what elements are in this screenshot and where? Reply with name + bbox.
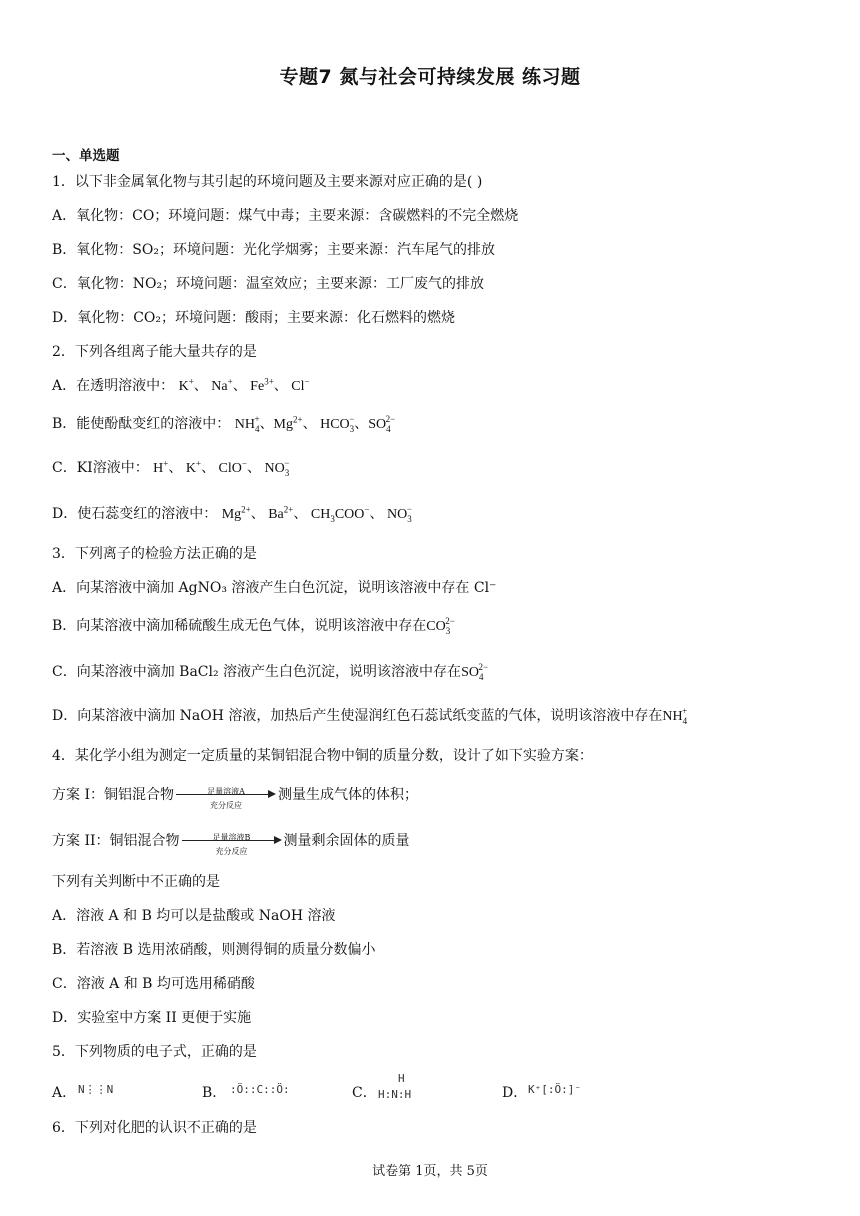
q2-option-b	[52, 414, 395, 435]
q5-option-c-label: C．	[352, 1085, 377, 1101]
q1-option-d: D．氧化物：CO₂；环境问题：酸雨；主要来源：化石燃料的燃烧	[52, 310, 456, 326]
q5-option-a-label: A．	[52, 1085, 77, 1101]
q2-option-d-label: D．使石蕊变红的溶液中：	[52, 506, 218, 522]
q4-plan-2	[52, 830, 410, 856]
q2-option-b-ions: $NH_4^+$、$Mg^{2+}$、 $HCO_3^-$、$SO_4^{2-}$	[234, 414, 396, 434]
section-heading: 一、单选题	[52, 148, 120, 164]
page-title: 专题7 氮与社会可持续发展 练习题	[279, 66, 581, 88]
q2-stem: 2．下列各组离子能大量共存的是	[52, 344, 257, 360]
q4-option-d: D．实验室中方案 II 更便于实施	[52, 1010, 252, 1026]
q3-option-c-label: C．向某溶液中滴加 BaCl₂ 溶液产生白色沉淀，说明该溶液中存在	[52, 664, 462, 680]
q3-option-d	[52, 706, 687, 727]
arrow-shaft-icon	[182, 840, 276, 841]
q4-option-a: A．溶液 A 和 B 均可以是盐酸或 NaOH 溶液	[52, 908, 336, 924]
q1-option-a: A．氧化物：CO；环境问题：煤气中毒；主要来源：含碳燃料的不完全燃烧	[52, 208, 519, 224]
q5-stem: 5．下列物质的电子式，正确的是	[52, 1044, 257, 1060]
q5-option-c-formula: H:N:H	[378, 1088, 412, 1101]
reaction-arrow-1-top: 足量溶液A	[207, 787, 245, 796]
q4-plan-1-prefix: 方案 I：铜铝混合物	[52, 787, 174, 803]
q5-option-c-top: H	[398, 1072, 405, 1085]
q2-option-d	[52, 504, 412, 525]
q5-option-d-formula: K⁺[:Ö:]⁻	[528, 1083, 581, 1096]
reaction-arrow-1	[176, 784, 276, 810]
q2-option-a-label: A．在透明溶液中：	[52, 378, 175, 394]
q3-option-d-label: D．向某溶液中滴加 NaOH 溶液，加热后产生使湿润红色石蕊试纸变蓝的气体，说明该溶液中存在	[52, 708, 663, 724]
q2-option-b-label: B．能使酚酞变红的溶液中：	[52, 416, 231, 432]
q2-option-c	[52, 458, 289, 479]
q4-plan-1-suffix: 测量生成气体的体积；	[277, 787, 418, 803]
q3-option-d-ion: $NH_4^+$	[662, 706, 688, 726]
q3-option-b-ion: $CO_3^{2-}$	[426, 616, 455, 636]
arrow-shaft-icon	[176, 794, 270, 795]
q5-option-b-label: B．	[202, 1085, 227, 1101]
q4-plan-2-prefix: 方案 II：铜铝混合物	[52, 833, 180, 849]
reaction-arrow-2-top: 足量溶液B	[212, 833, 251, 842]
q4-lead: 下列有关判断中不正确的是	[52, 874, 220, 890]
q5-option-a-formula: N⋮⋮N	[78, 1083, 114, 1096]
q4-plan-1	[52, 784, 418, 810]
q2-option-a	[52, 376, 310, 397]
q5-option-d-label: D．	[502, 1085, 528, 1101]
q2-option-a-ions: K+、 Na+、 $Fe^{3+}$、 Cl−	[178, 376, 310, 394]
page-footer: 试卷第 1页，共 5页	[372, 1164, 488, 1179]
q4-option-b: B．若溶液 B 选用浓硝酸，则测得铜的质量分数偏小	[52, 942, 376, 958]
q1-option-c: C．氧化物：NO₂；环境问题：温室效应；主要来源：工厂废气的排放	[52, 276, 485, 292]
q5-options	[52, 1074, 752, 1114]
q2-option-c-ions: H+、 K+、 ClO−、 $NO_3^-$	[153, 458, 290, 478]
q2-option-d-ions: $Mg^{2+}$、 $Ba^{2+}$、 $CH_3COO^-$、 $NO_3^-$	[221, 504, 412, 524]
q3-option-c-ion: $SO_4^{2-}$	[461, 662, 489, 682]
q3-option-b	[52, 616, 455, 637]
q1-stem: 1．以下非金属氧化物与其引起的环境问题及主要来源对应正确的是( )	[52, 174, 483, 190]
q3-stem: 3．下列离子的检验方法正确的是	[52, 546, 257, 562]
reaction-arrow-1-bottom: 充分反应	[209, 801, 242, 810]
q3-option-b-label: B．向某溶液中滴加稀硫酸生成无色气体，说明该溶液中存在	[52, 618, 427, 634]
reaction-arrow-2	[182, 830, 282, 856]
q4-option-c: C．溶液 A 和 B 均可选用稀硝酸	[52, 976, 255, 992]
q3-option-a: A．向某溶液中滴加 AgNO₃ 溶液产生白色沉淀，说明该溶液中存在 Cl⁻	[52, 580, 497, 596]
q3-option-c	[52, 662, 488, 683]
q5-option-b-formula: :Ö::C::Ö:	[230, 1083, 290, 1096]
q2-option-c-label: C．KI溶液中：	[52, 460, 149, 476]
q6-stem: 6．下列对化肥的认识不正确的是	[52, 1120, 257, 1136]
q1-option-b: B．氧化物：SO₂；环境问题：光化学烟雾；主要来源：汽车尾气的排放	[52, 242, 495, 258]
q4-plan-2-suffix: 测量剩余固体的质量	[283, 833, 410, 849]
q4-stem: 4．某化学小组为测定一定质量的某铜铝混合物中铜的质量分数，设计了如下实验方案：	[52, 748, 593, 764]
reaction-arrow-2-bottom: 充分反应	[215, 847, 248, 856]
